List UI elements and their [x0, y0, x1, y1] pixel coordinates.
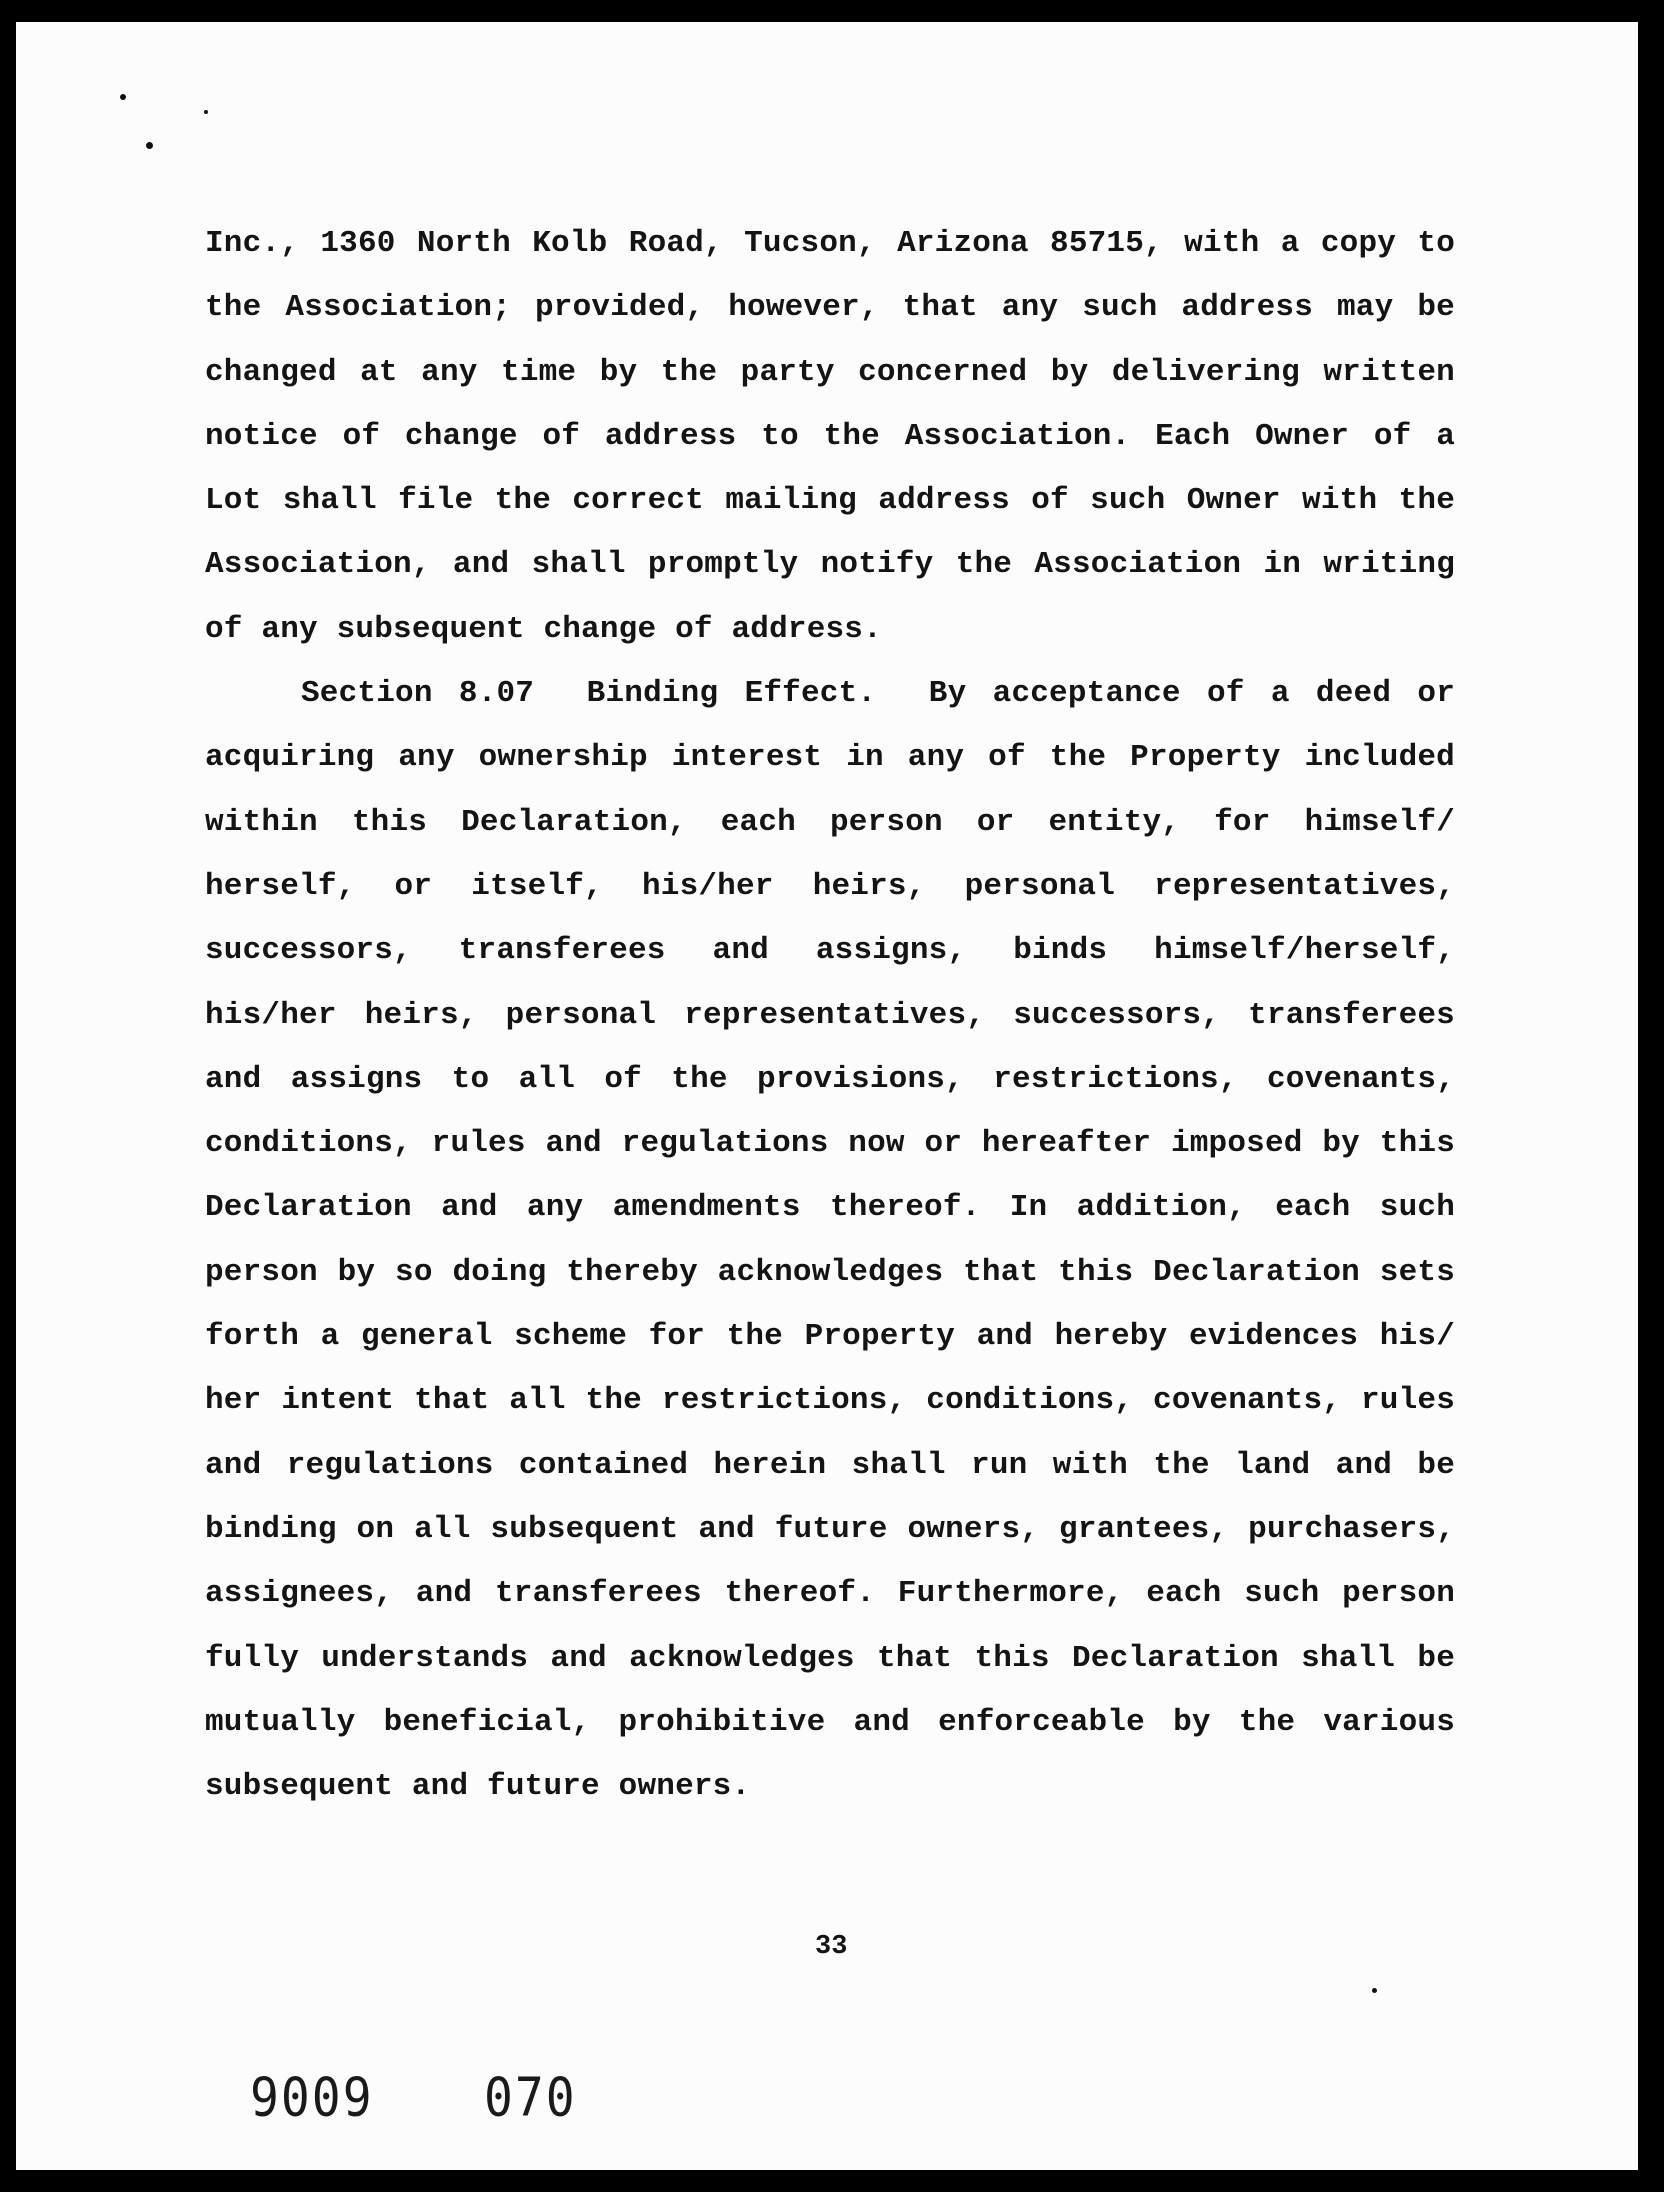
scan-speck [146, 142, 153, 149]
scan-speck [204, 110, 208, 114]
scan-speck [1372, 1988, 1377, 1993]
section-text: By acceptance of a deed or acquiring any ownership interest in any of the Property included within this Declaration, each person or entity, for himself/ herself, or itself, his/her heirs, personal representatives, successors, transferees and assigns, binds himself/herself, his/her heirs, personal representatives, successors, transferees and assigns to all of the provisions, restrictions, covenants, conditions, rules and regulations now or hereafter imposed by this Declaration and any amendments thereof. In addition, each such person by so doing thereby acknowledges that this Declaration sets forth a general scheme for the Property and hereby evidences his/ her intent that all the restrictions, conditions, covenants, rules and regulations contained herein shall run with the land and be binding on all subsequent and future owners, grantees, purchasers, assignees, and transferees thereof. Furthermore, each such person fully understands and acknowledges that this Declaration shall be mutually beneficial, prohibitive and enforceable by the various subsequent and future owners. [205, 676, 1456, 1805]
document-body [205, 212, 1455, 1819]
scan-speck [120, 94, 126, 100]
page-number: 33 [815, 1932, 848, 1962]
footer-code-left: 9009 [250, 2066, 374, 2129]
continuation-paragraph: Inc., 1360 North Kolb Road, Tucson, Arizona 85715, with a copy to the Association; provided, however, that any such address may be changed at any time by the party concerned by delivering written notice of change of address to the Association. Each Owner of a Lot shall file the correct mailing address of such Owner with the Association, and shall promptly notify the Association in writing of any subsequent change of address. [205, 226, 1455, 647]
footer-code-right: 070 [484, 2066, 577, 2129]
section-number: Section 8.07 [301, 676, 535, 712]
section-title: Binding Effect. [586, 676, 877, 712]
section-paragraph [205, 662, 1455, 1819]
